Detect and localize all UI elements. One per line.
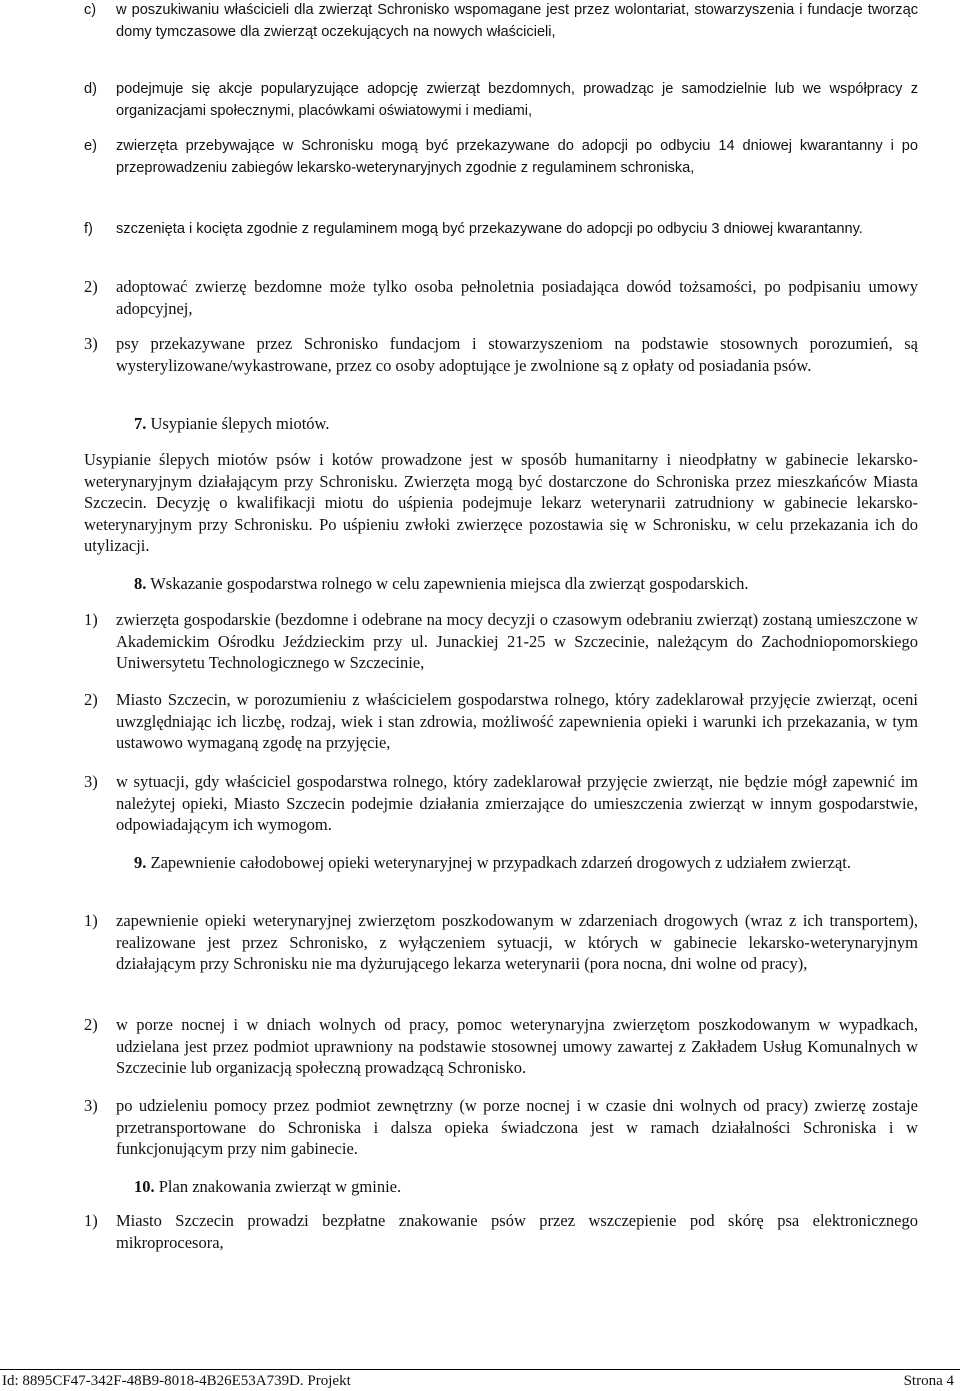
section-title: Plan znakowania zwierząt w gminie. (158, 1177, 402, 1196)
page-number: Strona 4 (903, 1373, 954, 1389)
item-text: po udzieleniu pomocy przez podmiot zewnętrzny (w porze nocnej i w czasie dni wolnych od pracy) zwierzę zostaje przetransportowane do Schroniska i dalsza opieka świadczona jest w ramach działalności Schroniska i w funkcjonującym przy nim gabinecie. (116, 1096, 918, 1158)
section-body-text: Usypianie ślepych miotów psów i kotów prowadzone jest w sposób humanitarny i nieodpłatny w gabinecie lekarsko-weterynaryjnym działającym przy Schronisku. Zwierzęta mogą być dostarczone do Schroniska przez mieszkańców Miasta Szczecin. Decyzję o kwalifikacji miotu do uśpienia podejmuje lekarz weterynarii zatrudniony w gabinecie lekarsko-weterynaryjnym przy Schronisku. Po uśpieniu zwłoki zwierzęce pozostawia się w Schronisku, w celu przekazania ich do utylizacji. (84, 450, 918, 555)
section-8-item-1 (84, 609, 918, 674)
item-label: 2) (84, 1015, 98, 1034)
footer-divider (0, 1369, 960, 1370)
item-text: w poszukiwaniu właścicieli dla zwierząt Schronisko wspomagane jest przez wolontariat, stowarzyszenia i fundacje tworząc domy tymczasowe dla zwierząt oczekujących na nowych właścicieli, (116, 2, 918, 40)
item-text: zapewnienie opieki weterynaryjnej zwierzętom poszkodowanym w zdarzeniach drogowych (wraz z ich transportem), realizowane jest przez Schronisko, z wyłączeniem sytuacji, w których w gabinecie lekarsko-weterynaryjnym działającym przy Schronisku nie ma dyżurującego lekarza weterynarii (pora nocna, dni wolne od pracy), (116, 911, 918, 973)
item-label: d) (84, 81, 97, 97)
item-text: w sytuacji, gdy właściciel gospodarstwa rolnego, który zadeklarował przyjęcie zwierząt, nie będzie mógł zapewnić im należytej opieki, Miasto Szczecin podejmie działania zmierzające do umieszczenia zwierząt w innym gospodarstwie, odpowiadającym ich wymogom. (116, 772, 918, 834)
section-number: 7. (134, 414, 147, 433)
item-label: 2) (84, 277, 98, 296)
item-text: podejmuje się akcje popularyzujące adopcję zwierząt bezdomnych, prowadząc je samodzielnie lub we współpracy z organizacjami społecznymi, placówkami oświatowymi i mediami, (116, 81, 918, 119)
section-8-heading (134, 573, 749, 595)
item-label: f) (84, 221, 93, 237)
section-9-item-1 (84, 910, 918, 975)
section-9-item-3 (84, 1095, 918, 1160)
item-text: zwierzęta gospodarskie (bezdomne i odebrane na mocy decyzji o czasowym odebraniu zwierząt) zostaną umieszczone w Akademickim Ośrodku Jeździeckim przy ul. Junackiej 21-25 w Szczecinie, należącym do Zachodniopomorskiego Uniwersytetu Technologicznego w Szczecinie, (116, 610, 918, 672)
section-title: Wskazanie gospodarstwa rolnego w celu zapewnienia miejsca dla zwierząt gospodarskich. (150, 574, 749, 593)
section-number: 8. (134, 574, 147, 593)
item-text: Miasto Szczecin, w porozumieniu z właścicielem gospodarstwa rolnego, który zadeklarował przyjęcie zwierząt, oceni uwzględniając ich liczbę, rodzaj, wiek i stan zdrowia, możliwość zapewnienia opieki i warunki ich przekazania, w tym ustawowo wymaganą zgodę na przyjęcie, (116, 690, 918, 752)
section-7-body (84, 449, 918, 557)
section-title: Zapewnienie całodobowej opieki weterynaryjnej w przypadkach zdarzeń drogowych z udziałem zwierząt. (150, 853, 851, 872)
document-id: Id: 8895CF47-342F-48B9-8018-4B26E53A739D. Projekt (2, 1373, 351, 1389)
item-text: adoptować zwierzę bezdomne może tylko osoba pełnoletnia posiadająca dowód tożsamości, po podpisaniu umowy adopcyjnej, (116, 277, 918, 318)
section-title: Usypianie ślepych miotów. (150, 414, 330, 433)
item-text: szczenięta i kocięta zgodnie z regulaminem mogą być przekazywane do adopcji po odbyciu 3 dniowej kwarantanny. (116, 221, 863, 237)
section-9-item-2 (84, 1014, 918, 1079)
item-label: c) (84, 2, 97, 18)
item-label: 1) (84, 1211, 98, 1230)
item-text: psy przekazywane przez Schronisko fundacjom i stowarzyszeniom na podstawie stosownych porozumień, są wysterylizowane/wykastrowane, przez co osoby adoptujące je zwolnione są z opłaty od posiadania psów. (116, 334, 918, 375)
item-text: zwierzęta przebywające w Schronisku mogą być przekazywane do adopcji po odbyciu 14 dniowej kwarantanny i po przeprowadzeniu zabiegów lekarsko-weterynaryjnych zgodnie z regulaminem schroniska, (116, 138, 918, 176)
list-item-e (84, 136, 918, 179)
item-label: 1) (84, 911, 98, 930)
item-label: 1) (84, 610, 98, 629)
list-item-3 (84, 333, 918, 376)
section-9-heading (84, 852, 918, 874)
item-text: w porze nocnej i w dniach wolnych od pracy, pomoc weterynaryjna zwierzętom poszkodowanym w wypadkach, udzielana jest przez podmiot uprawniony na podstawie stosownej umowy zawartej z Zakładem Usług Komunalnych w Szczecinie lub organizacją społeczną prowadzącą Schronisko. (116, 1015, 918, 1077)
section-number: 10. (134, 1177, 155, 1196)
item-label: 3) (84, 334, 98, 353)
section-8-item-2 (84, 689, 918, 754)
section-8-item-3 (84, 771, 918, 836)
item-text: Miasto Szczecin prowadzi bezpłatne znakowanie psów przez wszczepienie pod skórę psa elektronicznego mikroprocesora, (116, 1211, 918, 1252)
list-item-c (84, 0, 918, 43)
item-label: 2) (84, 690, 98, 709)
list-item-d (84, 79, 918, 122)
section-10-heading (134, 1176, 401, 1198)
item-label: 3) (84, 772, 98, 791)
section-number: 9. (134, 853, 147, 872)
list-item-2 (84, 276, 918, 319)
section-7-heading (134, 413, 330, 435)
item-label: 3) (84, 1096, 98, 1115)
section-10-item-1 (84, 1210, 918, 1253)
list-item-f (84, 219, 918, 241)
item-label: e) (84, 138, 97, 154)
